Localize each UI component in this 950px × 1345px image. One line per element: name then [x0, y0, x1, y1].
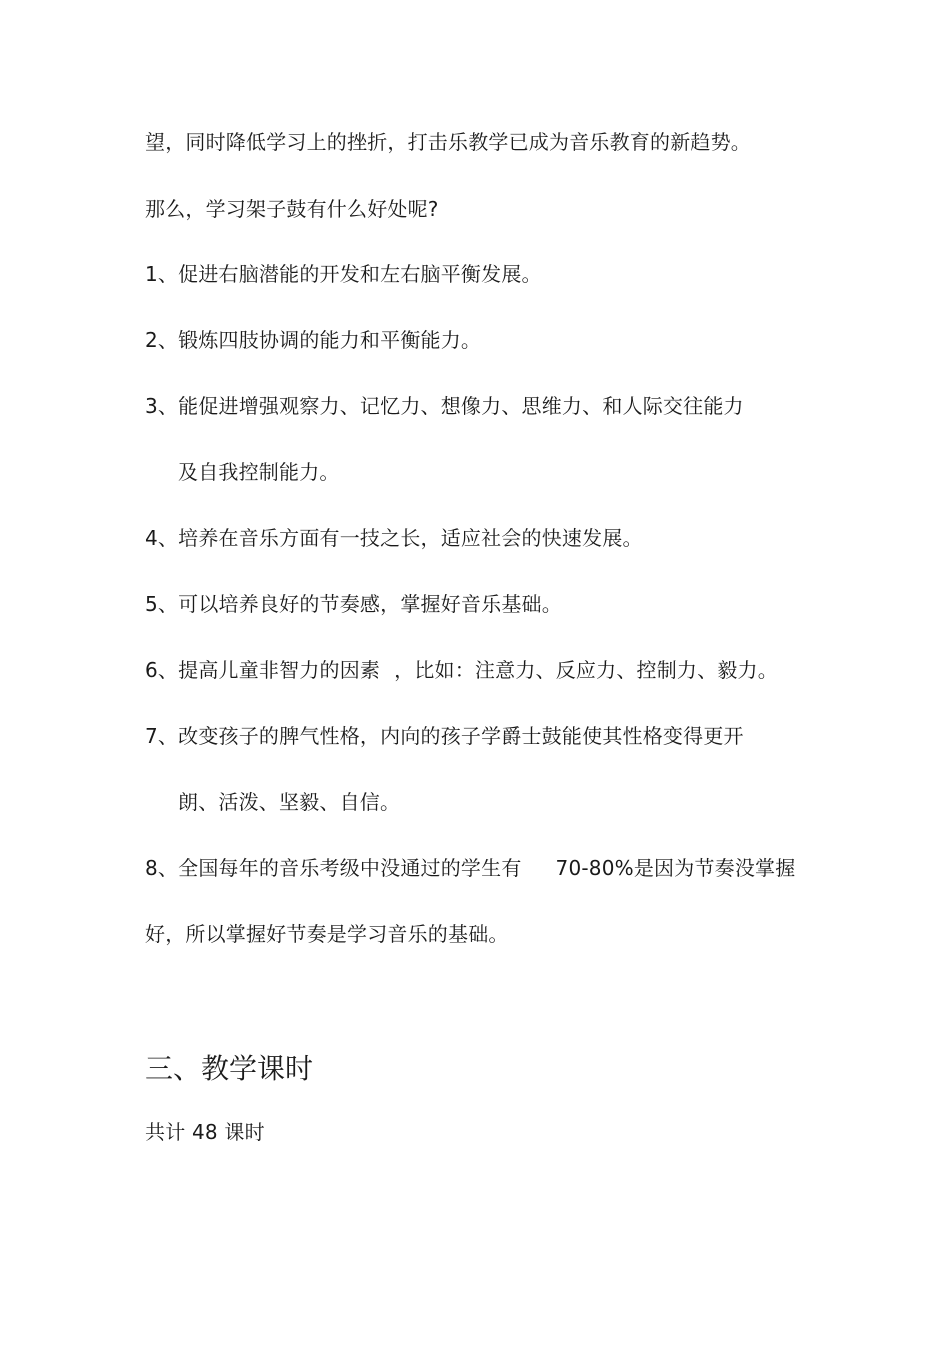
benefit-item-4: 4、培养在音乐方面有一技之长，适应社会的快速发展。: [145, 526, 643, 550]
benefit-item-7-continued: 朗、活泼、坚毅、自信。: [178, 790, 401, 814]
benefit-item-8: [145, 855, 795, 881]
benefit-item-6-part-a: 6、提高儿童非智力的因素: [145, 658, 381, 682]
benefit-item-7: 7、改变孩子的脾气性格，内向的孩子学爵士鼓能使其性格变得更开: [145, 724, 744, 748]
text-line-1: 望，同时降低学习上的挫折，打击乐教学已成为音乐教育的新趋势。: [145, 130, 751, 154]
benefit-item-3-continued: 及自我控制能力。: [178, 460, 340, 484]
benefit-item-8-part-b: 70-80%是因为节奏没掌握: [555, 856, 796, 880]
benefit-item-8-part-a: 8、全国每年的音乐考级中没通过的学生有: [145, 856, 522, 880]
text-line-question: 那么，学习架子鼓有什么好处呢?: [145, 197, 439, 221]
benefit-item-2: 2、锻炼四肢协调的能力和平衡能力。: [145, 328, 482, 352]
section-heading: 三、教学课时: [145, 1052, 314, 1085]
benefit-item-8-continued: 好，所以掌握好节奏是学习音乐的基础。: [145, 922, 509, 946]
total-hours: 共计 48 课时: [145, 1120, 265, 1144]
benefit-item-1: 1、促进右脑潜能的开发和左右脑平衡发展。: [145, 262, 542, 286]
benefit-item-3: 3、能促进增强观察力、记忆力、想像力、思维力、和人际交往能力: [145, 394, 744, 418]
benefit-item-6: [145, 657, 778, 683]
benefit-item-6-part-b: ，比如：注意力、反应力、控制力、毅力。: [394, 658, 778, 682]
benefit-item-5: 5、可以培养良好的节奏感，掌握好音乐基础。: [145, 592, 562, 616]
